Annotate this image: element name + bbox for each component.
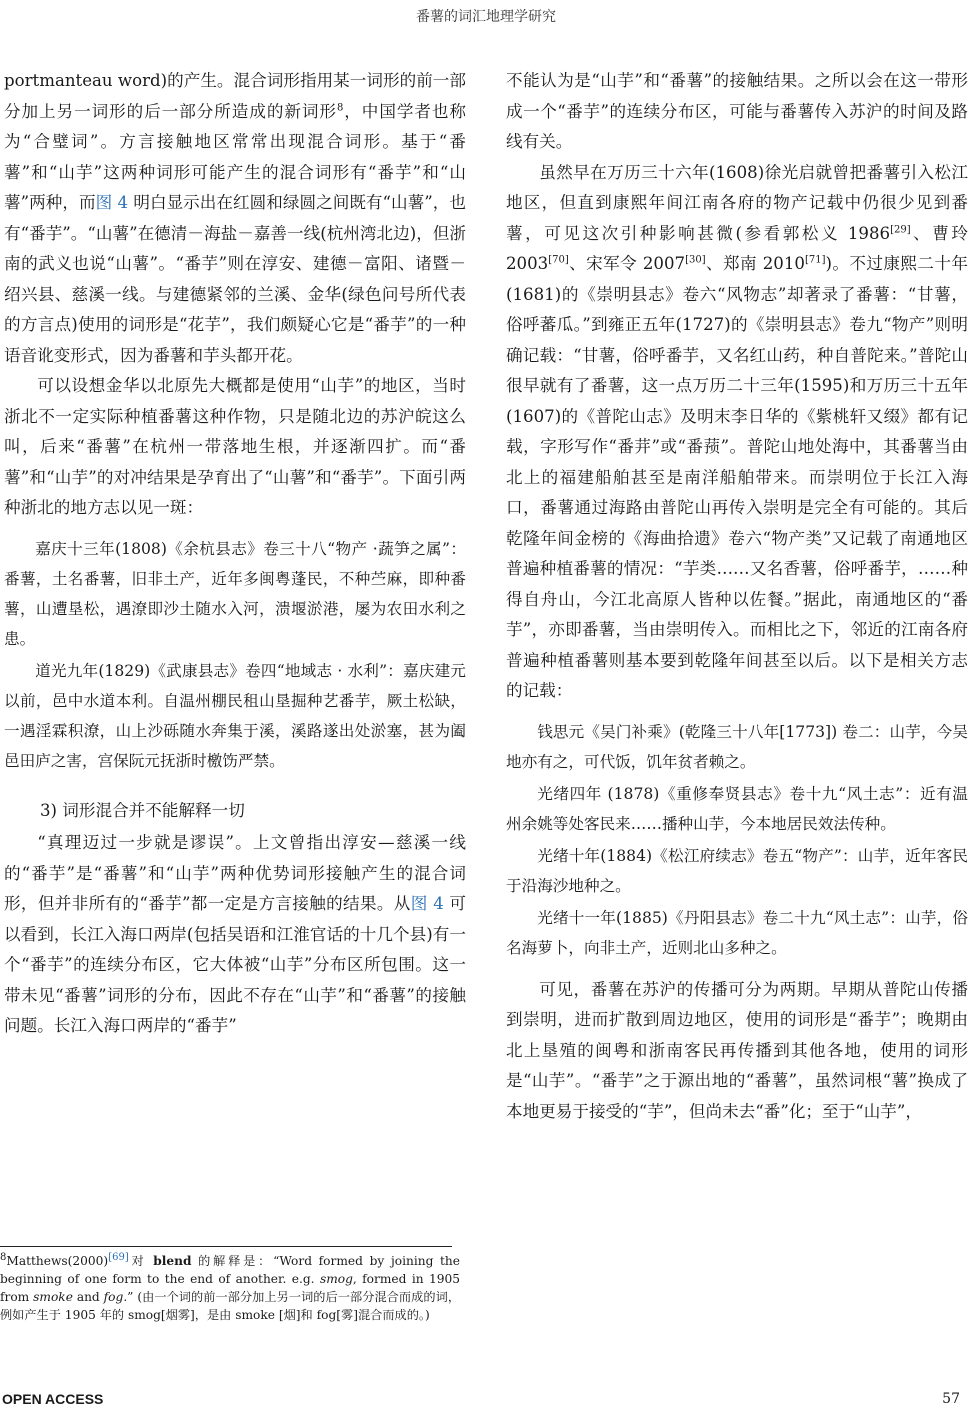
paragraph: “真理迈过一步就是谬误”。上文曾指出淳安—慈溪一线的“番芋”是“番薯”和“山芋”两种优势词形接触产生的混合词形，但并非所有的“番芋”都一定是方言接触的结果。从图 4 可以看到，长江入海口两岸(包括吴语和江淮官话的十几个县)有一个“番芋”的连续分布区，它大体被“山芋”分布区所包围。这一带未见“番薯”词形的分布，因此不存在“山芋”和“番薯”的接触问题。长江入海口两岸的“番芋”	[4, 833, 466, 1035]
block-quote: 光绪十一年(1885)《丹阳县志》卷二十九“风土志”：山芋，俗名海萝卜，向非土产，近则北山多种之。	[506, 908, 968, 957]
running-head: 番薯的词汇地理学研究	[416, 9, 556, 25]
citation-link[interactable]: [30]	[685, 254, 706, 266]
figure-link[interactable]: 图 4	[410, 894, 444, 913]
page-number: 57	[942, 1391, 960, 1407]
paragraph: 虽然早在万历三十六年(1608)徐光启就曾把番薯引入松江地区，但直到康熙年间江南各府的物产记载中仍很少见到番薯，可见这次引种影响甚微(参看郭松义 1986[29]、曹玲 2003[70]、宋军令 2007[30]、郑南 2010[71])。不过康熙二十年(1681)的《崇明县志》卷六“风物志”却著录了番薯：“甘薯，俗呼蕃瓜。”到雍正五年(1727)的《崇明县志》卷九“物产”则明确记载：“甘薯，俗呼番芋，又名红山药，种自普陀来。”普陀山很早就有了番薯，这一点万历二十三年(1595)和万历三十五年(1607)的《普陀山志》及明末李日华的《紫桃轩又缀》都有记载，字形写作“番茾”或“番蓣”。普陀山地处海中，其番薯当由北上的福建船舶甚至是南洋船舶带来。而崇明位于长江入海口，番薯通过海路由普陀山再传入崇明是完全有可能的。其后乾隆年间金榜的《海曲拾遗》卷六“物产类”又记载了南通地区普遍种植番薯的情况：“芋类……又名香薯，俗呼番芋，……种得自舟山，今江北高原人皆种以佐餐。”据此，南通地区的“番芋”，亦即番薯，当由崇明传入。而相比之下，邻近的江南各府普遍种植番薯则基本要到乾隆年间甚至以后。以下是相关方志的记载：	[506, 162, 969, 700]
paragraph: 不能认为是“山芋”和“番薯”的接触结果。之所以会在这一带形成一个“番芋”的连续分布区，可能与番薯传入苏沪的时间及路线有关。	[506, 71, 968, 151]
left-column	[4, 66, 466, 1042]
footnote-divider	[0, 1246, 452, 1247]
section-heading: 3) 词形混合并不能解释一切	[40, 800, 245, 820]
journal-footer: OPEN ACCESS	[2, 1391, 104, 1407]
figure-link[interactable]: 图 4	[95, 193, 129, 212]
block-quote: 嘉庆十三年(1808)《余杭县志》卷三十八“物产 ·蔬笋之属”：番薯，土名番薯，旧非土产，近年多闽粤蓬民，不种苎麻，即种番薯，山遭垦松，遇潦即沙土随水入河，溃堰淤港，屡为农田水利之患。	[4, 539, 466, 648]
block-quote: 道光九年(1829)《武康县志》卷四“地域志 · 水利”：嘉庆建元以前，邑中水道本利。自温州棚民租山垦掘种艺番芋，厥土松缺，一遇淫霖积潦，山上沙砾随水奔集于溪，溪路遂出处淤塞，甚为阖邑田庐之害，宫保阮元抚浙时檄饬严禁。	[4, 661, 466, 770]
right-column	[506, 66, 968, 1127]
citation-link[interactable]: [29]	[890, 223, 911, 235]
citation-link[interactable]: [70]	[548, 254, 569, 266]
footnote-marker[interactable]: 8	[336, 101, 344, 113]
block-quote: 光绪四年 (1878)《重修奉贤县志》卷十九“风土志”：近有温州余姚等处客民来……播种山芋，今本地居民效法传种。	[506, 784, 968, 833]
paragraph: 可见，番薯在苏沪的传播可分为两期。早期从普陀山传播到崇明，进而扩散到周边地区，使用的词形是“番芋”；晚期由北上垦殖的闽粤和浙南客民再传播到其他各地，使用的词形是“山芋”。“番芋”之于源出地的“番薯”，虽然词根“薯”换成了本地更易于接受的“芋”，但尚未去“番”化；至于“山芋”，	[506, 979, 968, 1121]
citation-link[interactable]: [69]	[108, 1251, 129, 1263]
block-quote: 钱思元《吴门补乘》(乾隆三十八年[1773]) 卷二：山芋，今吴地亦有之，可代饭，饥年贫者赖之。	[506, 722, 968, 771]
block-quote: 光绪十年(1884)《松江府续志》卷五“物产”：山芋，近年客民于沿海沙地种之。	[506, 846, 968, 895]
paragraph: portmanteau word)的产生。混合词形指用某一词形的前一部分加上另一词形的后一部分所造成的新词形$^8$，中国学者也称为“合璧词”。方言接触地区常常出现混合词形。基于“番薯”和“山芋”这两种词形可能产生的混合词形有“番芋”和“山薯”两种，而图 4 明白显示出在红圆和绿圆之间既有“山薯”，也有“番芋”。“山薯”在德清－海盐－嘉善一线(杭州湾北边)，但浙南的武义也说“山薯”。“番芋”则在淳安、建德－富阳、诸暨－绍兴县、慈溪一线。与建德紧邻的兰溪、金华(绿色问号所代表的方言点)使用的词形是“花芋”，我们颇疑心它是“番芋”的一种语音讹变形式，因为番薯和芋头都开花。	[4, 71, 467, 365]
footnote: $^8$Matthews(2000)[69]对 blend 的解释是：“Word formed by joining the beginning of one form to the end of another. e.g. smog, formed in 1905 from smoke and fog.” (由一个词的前一部分加上另一词的后一部分混合而成的词，例如产生于 1905 年的 smog[烟雾]，是由 smoke [烟]和 fog[雾]混合而成的。)	[0, 1251, 461, 1322]
citation-link[interactable]: [71]	[804, 254, 826, 266]
paragraph: 可以设想金华以北原先大概都是使用“山芋”的地区，当时浙北不一定实际种植番薯这种作物，只是随北边的苏沪皖这么叫，后来“番薯”在杭州一带落地生根，并逐渐四扩。而“番薯”和“山芋”的对冲结果是孕育出了“山薯”和“番芋”。下面引两种浙北的地方志以见一斑：	[4, 376, 466, 517]
